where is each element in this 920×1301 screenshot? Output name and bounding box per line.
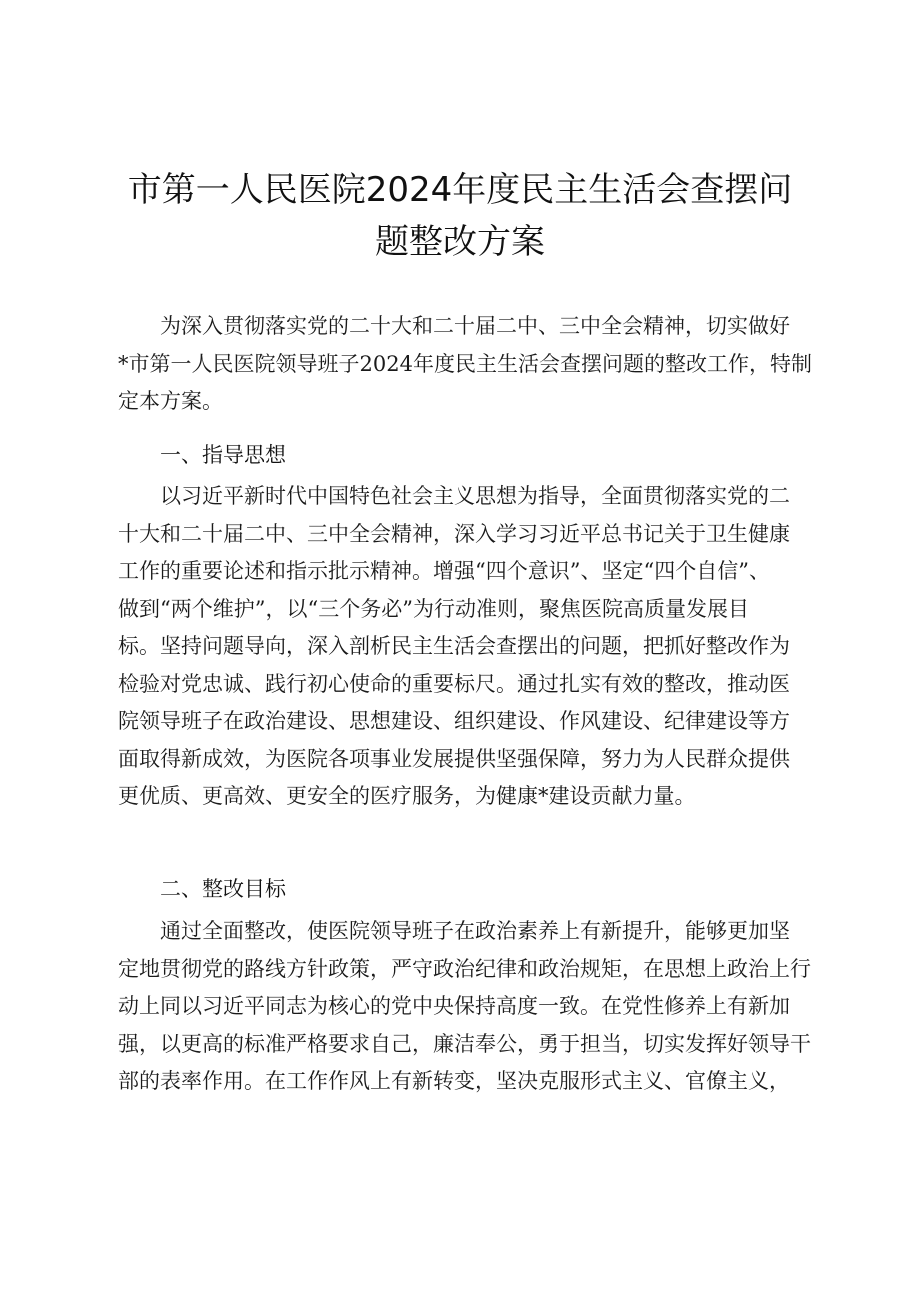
- paragraph-line: 检验对党忠诚、践行初心使命的重要标尺。通过扎实有效的整改，推动医: [118, 671, 790, 696]
- paragraph-line: 标。坚持问题导向，深入剖析民主生活会查摆出的问题，把抓好整改作为: [118, 634, 790, 658]
- paragraph-line: 十大和二十届二中、三中全会精神，深入学习习近平总书记关于卫生健康: [118, 521, 790, 546]
- paragraph-line: 部的表率作用。在工作作风上有新转变，坚决克服形式主义、官僚主义，: [118, 1069, 790, 1093]
- paragraph-line: 工作的重要论述和指示批示精神。增强“四个意识”、坚定“四个自信”、: [118, 559, 770, 583]
- intro-line: 定本方案。: [118, 389, 223, 413]
- title-line-2: 题整改方案: [375, 222, 545, 262]
- paragraph-line: 通过全面整改，使医院领导班子在政治素养上有新提升，能够更加坚: [160, 919, 790, 943]
- document-title: [120, 164, 800, 268]
- paragraph-line: 强，以更高的标准严格要求自己，廉洁奉公，勇于担当，切实发挥好领导干: [118, 1031, 811, 1056]
- paragraph-line: 动上同以习近平同志为核心的党中央保持高度一致。在党性修养上有新加: [118, 994, 790, 1018]
- paragraph-line: 做到“两个维护”，以“三个务必”为行动准则，聚焦医院高质量发展目: [118, 596, 749, 621]
- title-line-1: 市第一人民医院2024年度民主生活会查摆问: [127, 170, 793, 210]
- paragraph-line: 更优质、更高效、更安全的医疗服务，为健康*建设贡献力量。: [118, 784, 696, 808]
- paragraph-line: 院领导班子在政治建设、思想建设、组织建设、作风建设、纪律建设等方: [118, 709, 790, 733]
- section-heading-rectification-goals: 二、整改目标: [160, 877, 286, 901]
- intro-line: *市第一人民医院领导班子2024年度民主生活会查摆问题的整改工作，特制: [118, 351, 812, 376]
- paragraph-line: 面取得新成效，为医院各项事业发展提供坚强保障，努力为人民群众提供: [118, 746, 790, 771]
- rectification-goals-paragraph: [118, 913, 811, 1101]
- section-heading-guiding-thought: 一、指导思想: [160, 443, 286, 467]
- intro-paragraph: [118, 308, 812, 421]
- guiding-thought-paragraph: [118, 478, 804, 816]
- paragraph-line: 以习近平新时代中国特色社会主义思想为指导，全面贯彻落实党的二: [160, 484, 790, 508]
- intro-line: 为深入贯彻落实党的二十大和二十届二中、三中全会精神，切实做好: [160, 314, 790, 338]
- paragraph-line: 定地贯彻党的路线方针政策，严守政治纪律和政治规矩，在思想上政治上行: [118, 956, 811, 981]
